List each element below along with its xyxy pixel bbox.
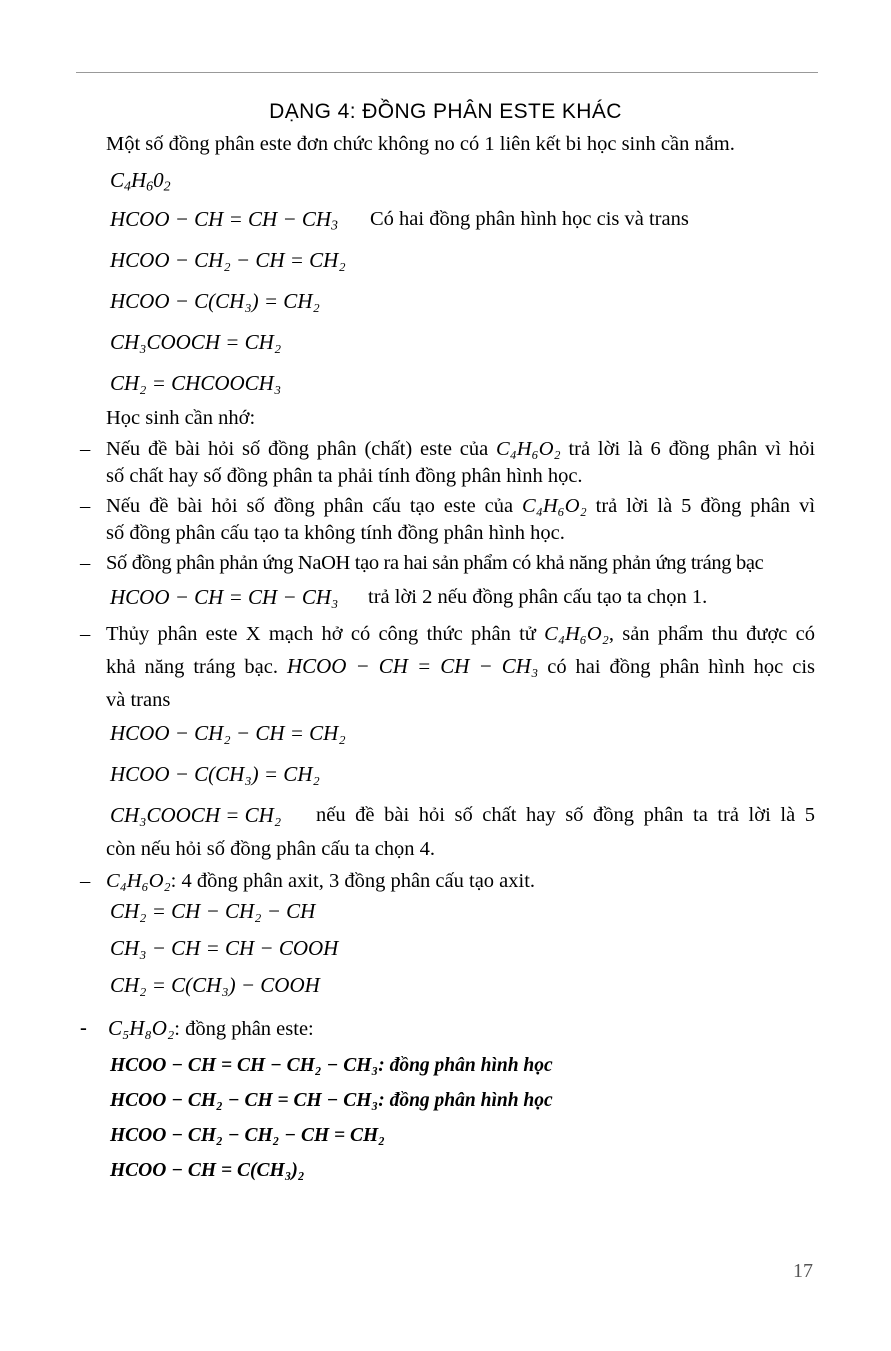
c5-ester-4: HCOO − CH = C(CH₃)₂ xyxy=(110,1160,305,1181)
bullet-dash: – xyxy=(80,552,91,574)
acid-formula-2: CH₃ − CH = CH − COOH xyxy=(110,936,339,960)
acid-formula-3: CH₂ = C(CH₃) − COOH xyxy=(110,973,320,997)
bullet-dash: – xyxy=(80,870,91,892)
bullet-2-line-1: Nếu đề bài hỏi số đồng phân cấu tạo este của C₄H₆O₂ trả lời là 5 đồng phân vì xyxy=(106,495,816,517)
ester-formula-2: HCOO − CH₂ − CH = CH₂ xyxy=(110,248,346,272)
acid-formula-1: CH₂ = CH − CH₂ − CH xyxy=(110,899,316,923)
acid-heading: C₄H₆O₂: 4 đồng phân axit, 3 đồng phân cấu tạo axit. xyxy=(106,870,536,892)
ester-formula-4: CH₃COOCH = CH₂ xyxy=(110,330,282,354)
ester-formula-3: HCOO − C(CH₃) = CH₂ xyxy=(110,289,320,313)
bullet-1-line-1: Nếu đề bài hỏi số đồng phân (chất) este của C₄H₆O₂ trả lời là 6 đồng phân vì hỏi xyxy=(106,438,816,460)
bullet-4-line-1: Thủy phân este X mạch hở có công thức phân tử C₄H₆O₂, sản phẩm thu được có xyxy=(106,623,815,645)
ester-formula-5: CH₂ = CHCOOCH₃ xyxy=(110,371,282,395)
c5-ester-1: HCOO − CH = CH − CH₂ − CH₃: đồng phân hình học xyxy=(110,1055,553,1076)
ester-formula-1-note: Có hai đồng phân hình học cis và trans xyxy=(370,208,689,230)
header-rule xyxy=(76,72,818,73)
ester-isomer-2: HCOO − C(CH₃) = CH₂ xyxy=(110,762,320,786)
isomer-note-line-2: còn nếu hỏi số đồng phân cấu ta chọn 4. xyxy=(106,838,436,860)
c5-ester-3: HCOO − CH₂ − CH₂ − CH = CH₂ xyxy=(110,1125,385,1146)
bullet-dash: – xyxy=(80,623,91,645)
c5-ester-2: HCOO − CH₂ − CH = CH − CH₃: đồng phân hình học xyxy=(110,1090,553,1111)
bullet-3-formula: HCOO − CH = CH − CH₃ xyxy=(110,585,339,609)
bullet-3-line-2: trả lời 2 nếu đồng phân cấu tạo ta chọn 1. xyxy=(368,586,708,608)
bullet-2-line-2: số đồng phân cấu tạo ta không tính đồng phân hình học. xyxy=(106,522,565,544)
reminder-text: Học sinh cần nhớ: xyxy=(106,407,256,429)
ester-isomer-1: HCOO − CH₂ − CH = CH₂ xyxy=(110,721,346,745)
bullet-4-line-2: khả năng tráng bạc. HCOO − CH = CH − CH₃ có hai đồng phân hình học cis xyxy=(106,654,815,678)
c5-heading: C₅H₈O₂: đồng phân este: xyxy=(108,1016,314,1040)
ester-formula-1: HCOO − CH = CH − $CH_3$ xyxy=(110,207,338,233)
ester-isomer-3: CH₃COOCH = CH₂ xyxy=(110,803,282,827)
bullet-1-line-2: số chất hay số đồng phân ta phải tính đồng phân hình học. xyxy=(106,465,583,487)
c5-dash: - xyxy=(80,1017,87,1039)
formula-c4h6o2: $C_4H_60_2$ xyxy=(110,168,171,194)
isomer-note-line-1: nếu đề bài hỏi số chất hay số đồng phân ta trả lời là 5 xyxy=(316,804,815,826)
bullet-dash: – xyxy=(80,438,91,460)
bullet-4-line-3: và trans xyxy=(106,689,171,711)
bullet-3-line-1: Số đồng phân phản ứng NaOH tạo ra hai sản phẩm có khả năng phản ứng tráng bạc xyxy=(106,552,764,574)
intro-text: Một số đồng phân este đơn chức không no có 1 liên kết bi học sinh cần nắm. xyxy=(106,133,735,155)
page-number: 17 xyxy=(793,1260,813,1282)
bullet-dash: – xyxy=(80,495,91,517)
page-heading: DẠNG 4: ĐỒNG PHÂN ESTE KHÁC xyxy=(269,100,622,123)
